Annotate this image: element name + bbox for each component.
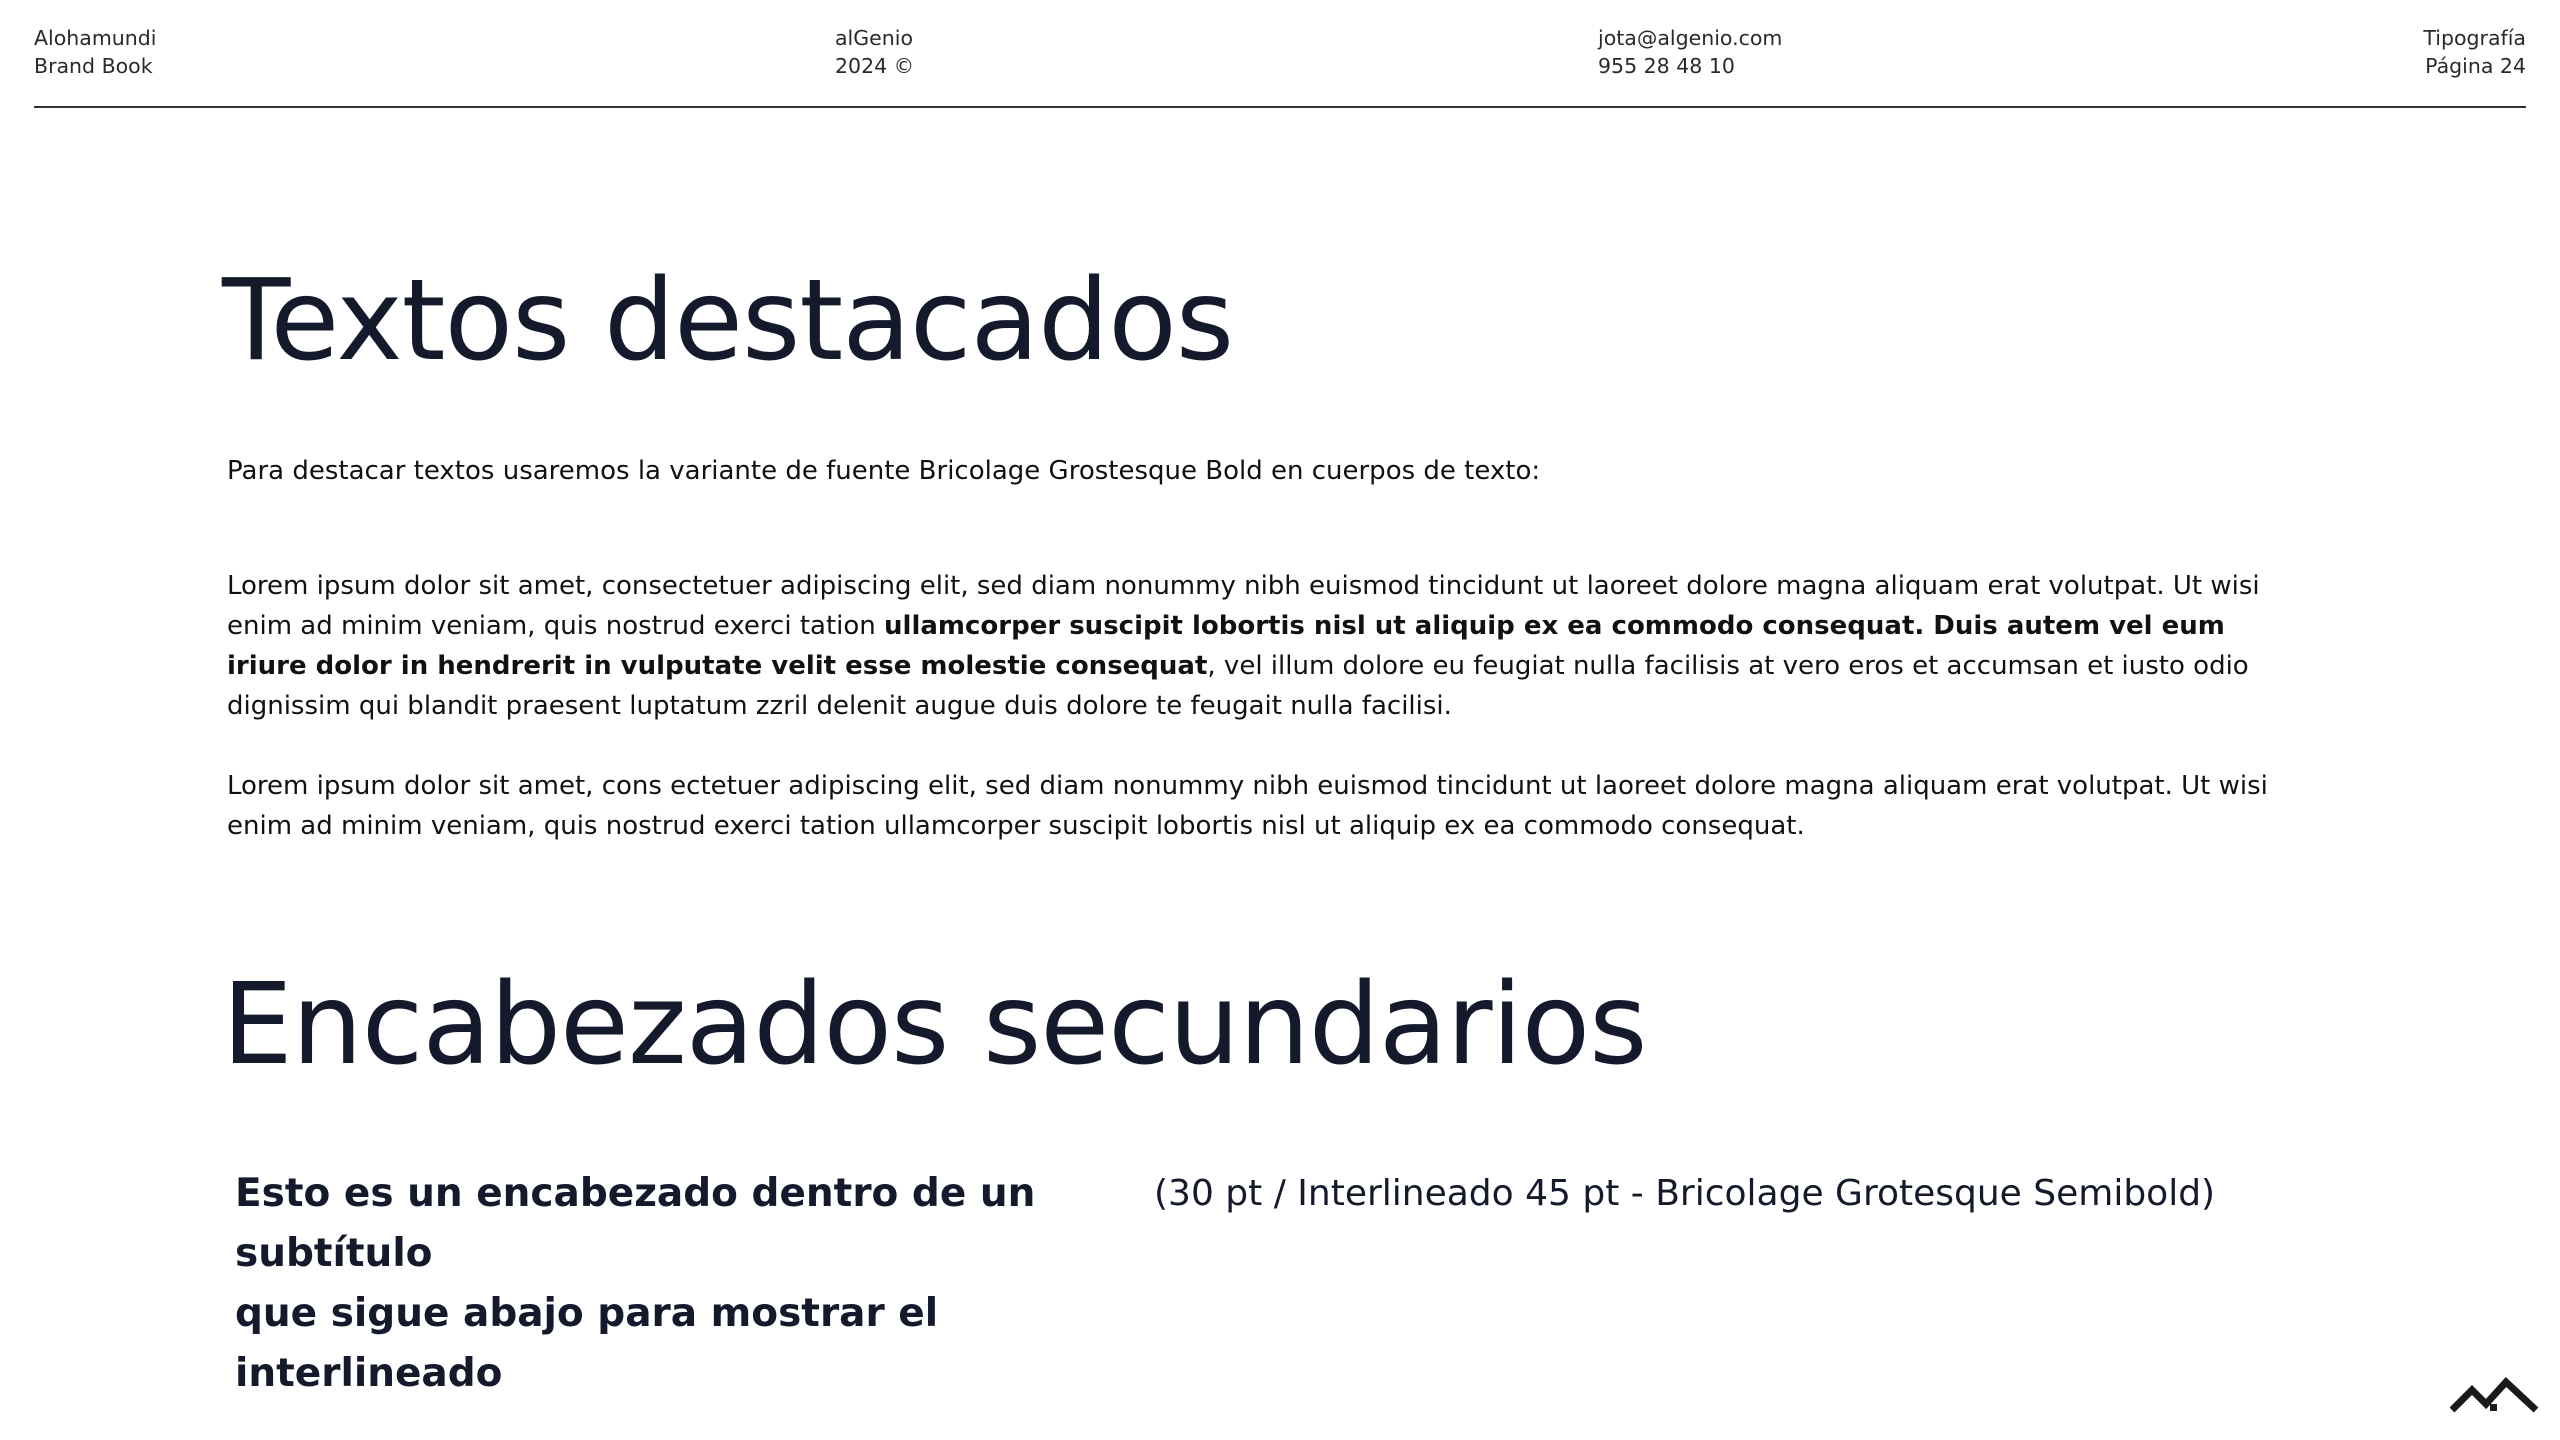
- header-page-number: Página 24: [2425, 54, 2526, 78]
- header-email: jota@algenio.com: [1598, 26, 1783, 50]
- paragraph-bold-highlight: ullamcorper suscipit lobortis nisl ut aliquip ex ea commodo consequat. Duis autem vel eum iriure dolor in hendrerit in vulputate velit esse molestie consequat: [227, 611, 2225, 681]
- intro-text: Para destacar textos usaremos la variante de fuente Bricolage Grostesque Bold en cuerpos de texto:: [227, 456, 1541, 486]
- mountain-logo-icon: [2450, 1370, 2540, 1414]
- section-title-secondary-headings: Encabezados secundarios: [222, 960, 1647, 1090]
- sample-paragraph-with-bold: [227, 566, 2307, 726]
- header-contact-block: [1598, 24, 1782, 80]
- paragraph-regular-end: , vel illum dolore eu feugiat nulla facilisis at vero eros et accumsan et iusto odio dignissim qui blandit praesent luptatum zzril delenit augue duis dolore te feugait nulla facilisi.: [227, 651, 2249, 721]
- page-header: [34, 24, 2526, 82]
- header-year: 2024 ©: [835, 54, 915, 78]
- header-section-block: [2423, 24, 2526, 80]
- subheading-line-1: Esto es un encabezado dentro de un subtítulo: [235, 1171, 1036, 1276]
- header-divider: [34, 106, 2526, 108]
- sample-subheading: [235, 1164, 1135, 1404]
- section-title-highlighted-texts: Textos destacados: [222, 256, 1234, 386]
- header-section-name: Tipografía: [2423, 26, 2526, 50]
- header-brand-name: Alohamundi: [34, 26, 157, 50]
- header-agency-name: alGenio: [835, 26, 913, 50]
- type-spec-note: (30 pt / Interlineado 45 pt - Bricolage Grotesque Semibold): [1154, 1173, 2216, 1214]
- header-brand-block: [34, 24, 156, 80]
- header-agency-block: [835, 24, 914, 80]
- header-phone: 955 28 48 10: [1598, 54, 1735, 78]
- header-document-name: Brand Book: [34, 54, 153, 78]
- sample-paragraph-plain: Lorem ipsum dolor sit amet, cons ectetuer adipiscing elit, sed diam nonummy nibh euismod tincidunt ut laoreet dolore magna aliquam erat volutpat. Ut wisi enim ad minim veniam, quis nostrud exerci tation ullamcorper suscipit lobortis nisl ut aliquip ex ea commodo consequat.: [227, 771, 2268, 841]
- subheading-line-2: que sigue abajo para mostrar el interlineado: [235, 1291, 939, 1396]
- paragraph-regular-start: Lorem ipsum dolor sit amet, consectetuer adipiscing elit, sed diam nonummy nibh euismod tincidunt ut laoreet dolore magna aliquam erat volutpat. Ut wisi enim ad minim veniam, quis nostrud exerci tation: [227, 571, 2260, 641]
